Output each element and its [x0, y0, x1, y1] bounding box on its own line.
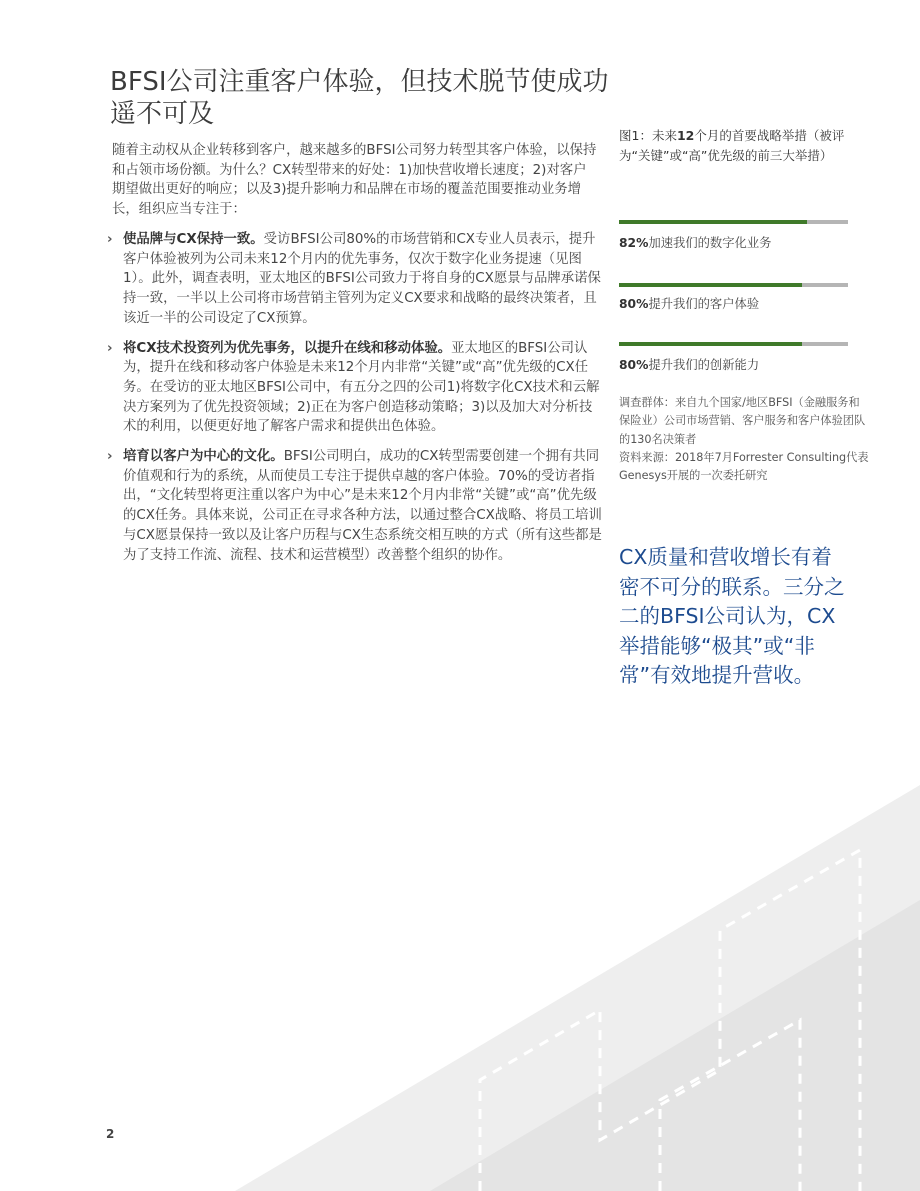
bar-label	[619, 235, 771, 251]
figure-title	[619, 126, 859, 166]
bullet-text: 亚太地区的BFSI公司认为，提升在线和移动客户体验是未来12个月内非常“关键”或“高”优先级的CX任务。在受访的亚太地区BFSI公司中，有五分之四的公司1)将数字化CX技术和云解决方案列为了优先投资领域；2)正在为客户创造移动策略；3)以及加大对分析技术的利用，以便更好地了解客户需求和提供出色体验。	[123, 340, 600, 435]
page-number: 2	[106, 1127, 115, 1141]
chevron-right-icon: ›	[107, 232, 113, 247]
bar-percent: 80%	[619, 358, 649, 372]
bar-text: 加速我们的数字化业务	[648, 236, 772, 250]
bar-label	[619, 296, 759, 312]
bullet-lead: 使品牌与CX保持一致。	[123, 232, 264, 247]
source-note	[619, 394, 869, 485]
source-attribution: 资料来源：2018年7月Forrester Consulting代表Genesys开展的一次委托研究	[619, 450, 869, 483]
bar-percent: 80%	[619, 297, 649, 311]
chevron-right-icon: ›	[107, 449, 113, 465]
progress-bar-fill	[619, 220, 807, 224]
bullet-list	[104, 230, 604, 575]
chevron-right-icon: ›	[107, 340, 113, 356]
progress-bar	[619, 220, 848, 224]
bar-text: 提升我们的客户体验	[648, 297, 760, 311]
bullet-lead: 培育以客户为中心的文化。	[123, 449, 284, 465]
bullet-text: 受访BFSI公司80%的市场营销和CX专业人员表示，提升客户体验被列为公司未来12个月内的优先事务，仅次于数字化业务提速（见图1）。此外，调查表明，亚太地区的BFSI公司致力于将自身的CX愿景与品牌承诺保持一致，一半以上公司将市场营销主管列为定义CX要求和战略的最终决策者，且该近一半的公司设定了CX预算。	[123, 232, 601, 326]
figure-label: 图1：	[619, 128, 652, 143]
progress-bar-fill	[619, 283, 802, 287]
page-title: BFSI公司注重客户体验，但技术脱节使成功遥不可及	[110, 67, 609, 129]
bullet-item	[104, 230, 604, 329]
bar-label	[619, 357, 759, 373]
callout-quote: CX质量和营收增长有着密不可分的联系。三分之二的BFSI公司认为，CX举措能够“极其”或“非常”有效地提升营收。	[619, 545, 845, 687]
figure-title-pre: 未来	[651, 128, 677, 143]
progress-bar-fill	[619, 342, 802, 346]
progress-bar	[619, 283, 848, 287]
survey-population: 调查群体：来自九个国家/地区BFSI（金融服务和保险业）公司市场营销、客户服务和客户体验团队的130名决策者	[619, 396, 866, 446]
bullet-item	[104, 447, 604, 565]
bar-percent: 82%	[619, 236, 649, 250]
bullet-item	[104, 339, 604, 438]
figure-title-number: 12	[676, 128, 695, 143]
figure-title-post: 个月的首要战略举措（被评为“关键”或“高”优先级的前三大举措）	[619, 128, 845, 163]
bar-text: 提升我们的创新能力	[648, 358, 760, 372]
intro-paragraph: 随着主动权从企业转移到客户，越来越多的BFSI公司努力转型其客户体验，以保持和占领市场份额。为什么？CX转型带来的好处：1)加快营收增长速度；2)对客户期望做出更好的响应；以及3)提升影响力和品牌在市场的覆盖范围要推动业务增长，组织应当专注于：	[112, 143, 597, 218]
bullet-lead: 将CX技术投资列为优先事务，以提升在线和移动体验。	[123, 340, 452, 356]
progress-bar	[619, 342, 848, 346]
bullet-text: BFSI公司明白，成功的CX转型需要创建一个拥有共同价值观和行为的系统，从而使员工专注于提供卓越的客户体验。70%的受访者指出，“文化转型将更注重以客户为中心”是未来12个月内非常“关键”或“高”优先级的CX任务。具体来说，公司正在寻求各种方法，以通过整合CX战略、将员工培训与CX愿景保持一致以及让客户历程与CX生态系统交相互映的方式（所有这些都是为了支持工作流、流程、技术和运营模型）改善整个组织的协作。	[123, 449, 602, 563]
